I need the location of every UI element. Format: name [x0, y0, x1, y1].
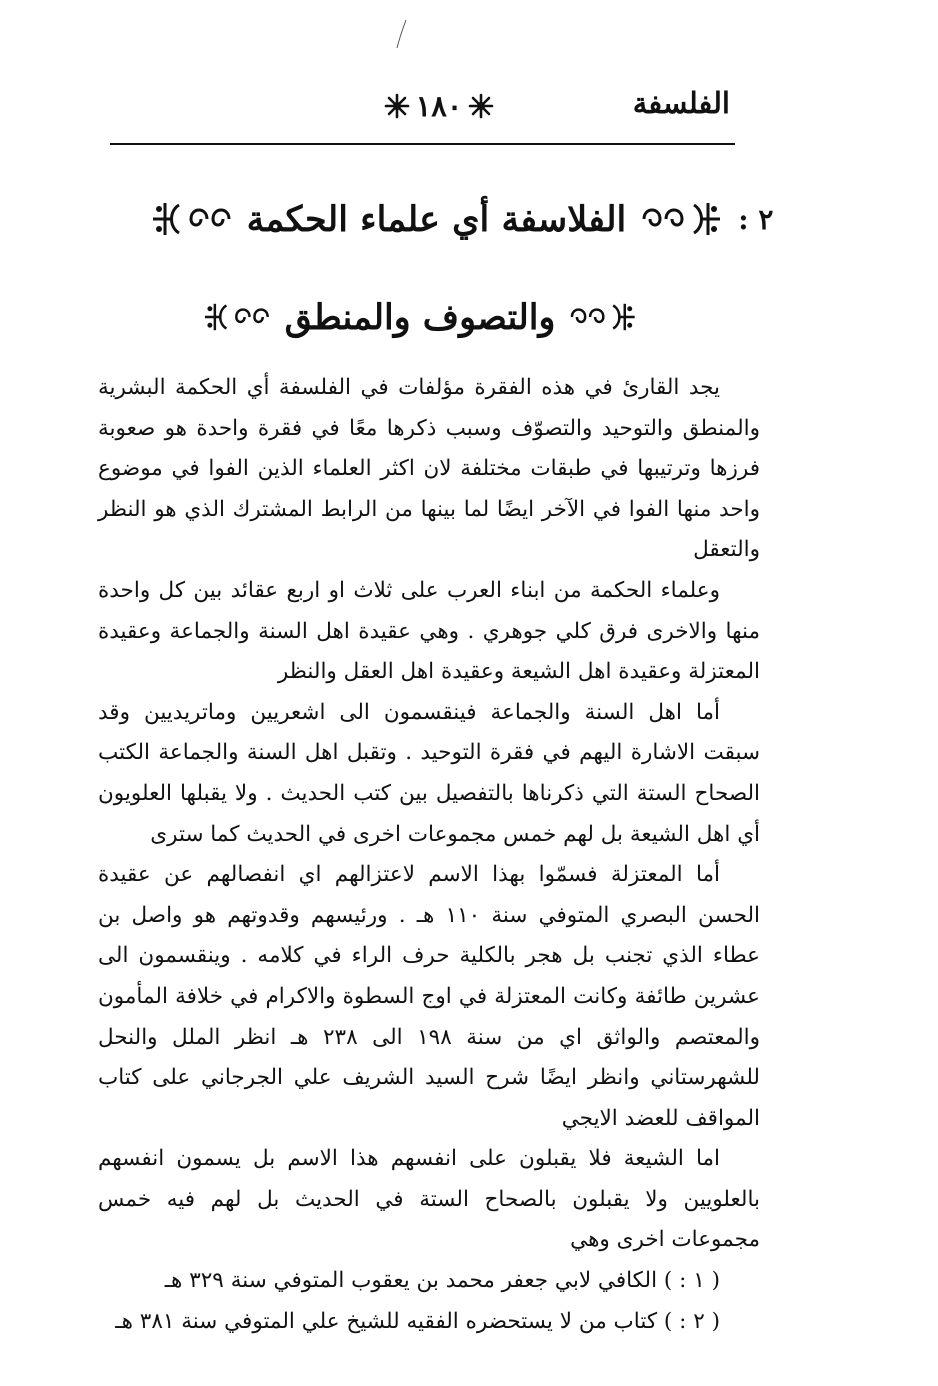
asterisk-ornament-icon: [384, 93, 410, 119]
page-number: ١٨٠: [415, 89, 463, 123]
stray-pen-mark: [392, 18, 412, 50]
section-heading-line-1: [140, 184, 780, 254]
page-header: [110, 78, 730, 134]
paragraph-sects: وعلماء الحكمة من ابناء العرب على ثلاث او اربع عقائد بين كل واحدة منها والاخرى فرق كلي جوهري . وهي عقيدة اهل السنة والجماعة وعقيدة المعتزلة وعقيدة اهل الشيعة وعقيدة اهل العقل والنظر: [98, 577, 760, 685]
paragraph-intro: يجد القارئ في هذه الفقرة مؤلفات في الفلسفة أي الحكمة البشرية والمنطق والتوحيد والتصوّف وسبب ذكرها معًا في فقرة واحدة هو صعوبة فرزها وترتيبها في طبقات مختلفة لان اكثر العلماء الذين الفوا في موضوع واحد منها الفوا في الآخر ايضًا لما بينها من الرابط المشترك الذي هو النظر والتعقل: [98, 375, 760, 563]
paragraph-shia: اما الشيعة فلا يقبلون على انفسهم هذا الاسم بل يسمون انفسهم بالعلويين ولا يقبلون بالصحاح الستة في الحديث بل لهم فيه خمس مجموعات اخرى وهي: [98, 1146, 760, 1253]
body-text: [98, 368, 760, 1342]
list-item: ( ١ : ) الكافي لابي جعفر محمد بن يعقوب المتوفي سنة ٣٢٩ هـ: [164, 1268, 720, 1294]
flourish-ornament-icon: [638, 197, 726, 241]
header-rule: [110, 143, 735, 145]
flourish-ornament-icon: [200, 295, 273, 339]
flourish-ornament-icon: [147, 197, 235, 241]
section-title-line-1: الفلاسفة أي علماء الحكمة: [246, 198, 627, 240]
paragraph-sunni: أما اهل السنة والجماعة فينقسمون الى اشعريين وماتريديين وقد سبقت الاشارة اليهم في فقرة التوحيد . وتقبل اهل السنة والجماعة الكتب الصحاح الستة التي ذكرناها بالتفصيل بين كتب الحديث . ولا يقبلها العلويون أي اهل الشيعة بل لهم خمس مجموعات اخرى في الحديث كما سترى: [98, 699, 760, 847]
section-title-line-2: والتصوف والمنطق: [284, 296, 556, 338]
section-heading-line-2: [200, 282, 640, 352]
list-item: ( ٢ : ) كتاب من لا يستحضره الفقيه للشيخ علي المتوفي سنة ٣٨١ هـ: [115, 1308, 720, 1334]
flourish-ornament-icon: [567, 295, 640, 339]
paragraph-mutazila: أما المعتزلة فسمّوا بهذا الاسم لاعتزالهم اي انفصالهم عن عقيدة الحسن البصري المتوفي سنة ١١٠ هـ . ورئيسهم وقدوتهم هو واصل بن عطاء الذي تجنب بل هجر بالكلية حرف الراء في كلامه . وينقسمون الى عشرين طائفة وكانت المعتزلة في اوج السطوة والاكرام في خلافة المأمون والمعتصم والواثق اي من سنة ١٩٨ الى ٢٣٨ هـ انظر الملل والنحل للشهرستاني وانظر ايضًا شرح السيد الشريف علي الجرجاني على كتاب المواقف للعضد الايجي: [98, 862, 760, 1131]
running-title: الفلسفة: [632, 86, 730, 120]
page-number-group: [366, 86, 512, 126]
asterisk-ornament-icon: [468, 93, 494, 119]
section-number: ٢ :: [738, 202, 774, 236]
